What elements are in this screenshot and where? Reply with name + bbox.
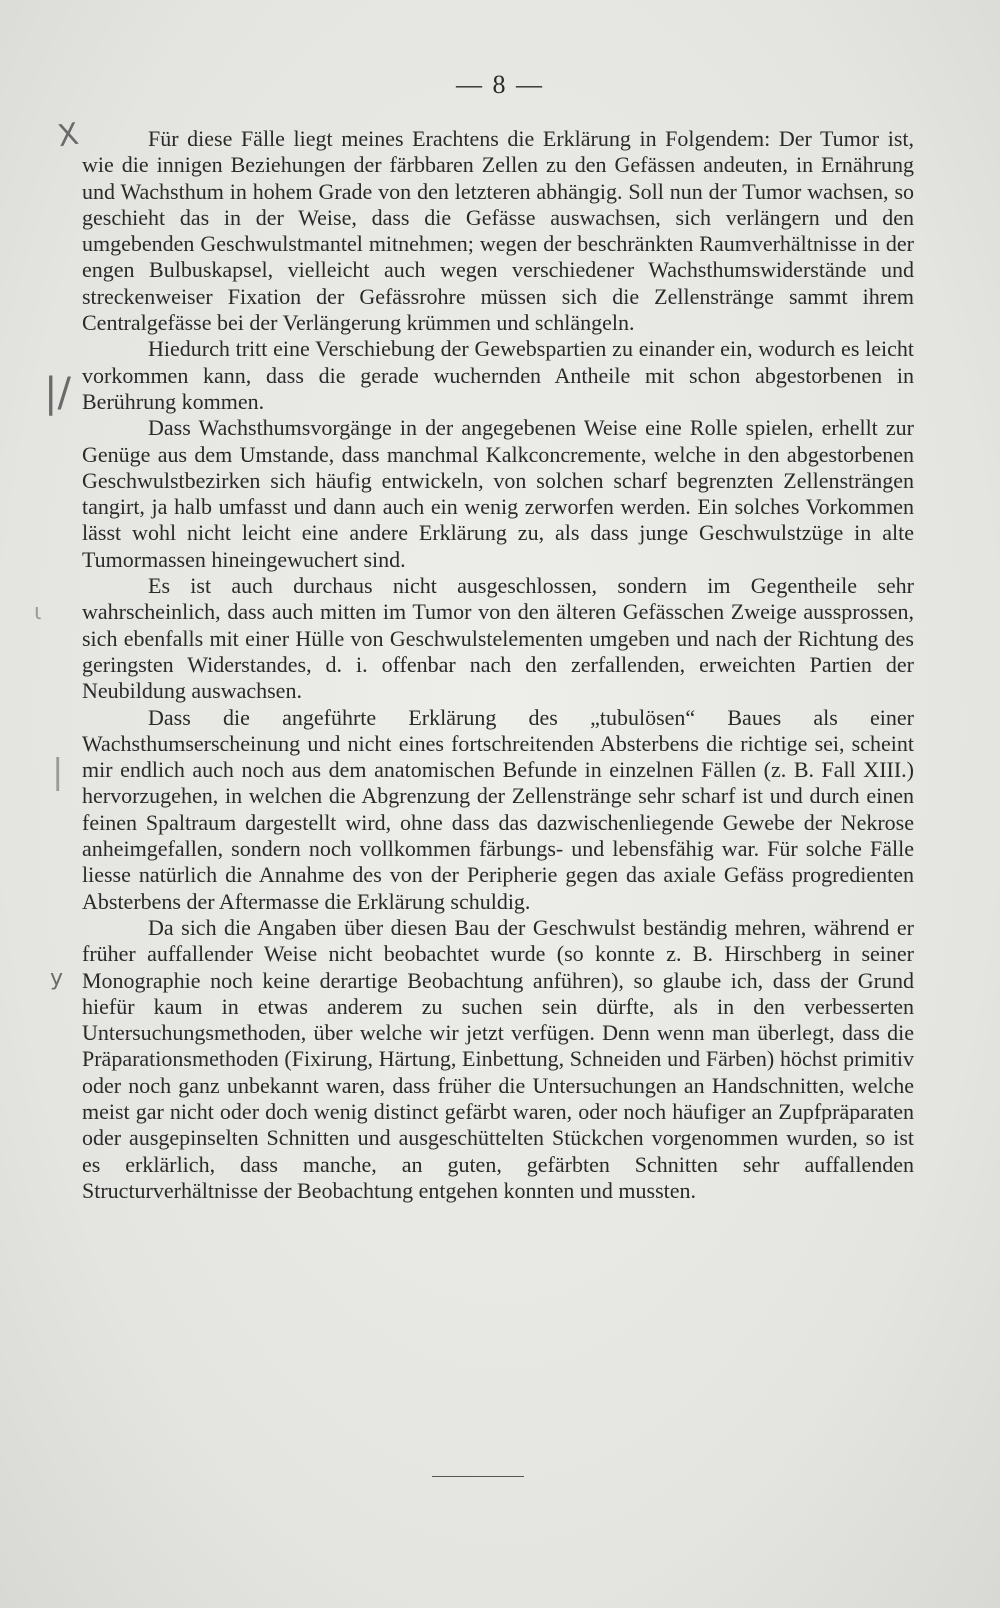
margin-mark: X: [55, 116, 81, 155]
margin-mark: |: [52, 752, 64, 792]
margin-mark: |/: [44, 370, 71, 416]
paragraph: Es ist auch durchaus nicht ausgeschlossen, sondern im Gegentheile sehr wahrscheinlich, dass auch mitten im Tumor von den älteren Gefässchen Zweige aussprossen, sich ebenfalls mit einer Hülle von Geschwulstelementen umgeben und nach der Richtung des geringsten Widerstandes, d. i. offenbar nach den zerfallenden, erweichten Partien der Neubildung auswachsen.: [82, 573, 914, 704]
paragraph: Hiedurch tritt eine Verschiebung der Gewebspartien zu einander ein, wodurch es leicht vorkommen kann, dass die gerade wuchernden Antheile mit schon abgestorbenen in Berührung kommen.: [82, 336, 914, 414]
body-text: [82, 126, 914, 1204]
closing-rule: [432, 1476, 524, 1477]
page-number: — 8 —: [456, 70, 544, 99]
paragraph: Für diese Fälle liegt meines Erachtens die Erklärung in Folgendem: Der Tumor ist, wie die innigen Beziehungen der färbbaren Zellen zu den Gefässen andeuten, in Ernährung und Wachsthum in hohem Grade von den letzteren abhängig. Soll nun der Tumor wachsen, so geschieht das in der Weise, dass die Gefässe auswachsen, sich verlängern und den umgebenden Geschwulstmantel mitnehmen; wegen der beschränkten Raumverhältnisse in der engen Bulbuskapsel, vielleicht auch wegen verschiedener Wachsthumswiderstände und streckenweiser Fixation der Gefässrohre müssen sich die Zellenstränge sammt ihrem Centralgefässe bei der Verlängerung krümmen und schlängeln.: [82, 126, 914, 336]
margin-mark: ι: [34, 600, 42, 625]
paragraph: Dass die angeführte Erklärung des „tubulösen“ Baues als einer Wachsthumserscheinung und nicht eines fortschreitenden Absterbens die richtige sei, scheint mir endlich auch noch aus dem anatomischen Befunde in einzelnen Fällen (z. B. Fall XIII.) hervorzugehen, in welchen die Abgrenzung der Zellenstränge sehr scharf ist und durch einen feinen Spaltraum dargestellt wird, ohne dass das dazwischenliegende Gewebe der Nekrose anheimgefallen, sondern noch vollkommen färbungs- und lebensfähig war. Für solche Fälle liesse natürlich die Annahme des von der Peripherie gegen das axiale Gefäss progredienten Absterbens der Aftermasse die Erklärung schuldig.: [82, 704, 914, 914]
paragraph: Dass Wachsthumsvorgänge in der angegebenen Weise eine Rolle spielen, erhellt zur Genüge aus dem Umstande, dass manchmal Kalkconcremente, welche in den abgestorbenen Geschwulstbezirken sich häufig entwickeln, von solchen scharf begrenzten Zellensträngen tangirt, ja halb umfasst und dann auch ein wenig zerworfen werden. Ein solches Vorkommen lässt wohl nicht leicht eine andere Erklärung zu, als dass junge Geschwulstzüge in alte Tumormassen hineingewuchert sind.: [82, 415, 914, 572]
paragraph: Da sich die Angaben über diesen Bau der Geschwulst beständig mehren, während er früher auffallender Weise nicht beobachtet wurde (so konnte z. B. Hirschberg in seiner Monographie noch keine derartige Beobachtung anführen), so glaube ich, dass der Grund hiefür kaum in etwas anderem zu suchen sein dürfte, als in den verbesserten Untersuchungsmethoden, über welche wir jetzt verfügen. Denn wenn man überlegt, dass die Präparationsmethoden (Fixirung, Härtung, Einbettung, Schneiden und Färben) höchst primitiv oder noch ganz unbekannt waren, dass früher die Untersuchungen an Handschnitten, welche meist gar nicht oder doch wenig distinct gefärbt waren, oder noch häufiger an Zupfpräparaten oder ausgepinselten Schnitten und ausgeschüttelten Stückchen vorgenommen wurden, so ist es erklärlich, dass manche, an guten, gefärbten Schnitten sehr auffallenden Structurverhältnisse der Beobachtung entgehen konnten und mussten.: [82, 914, 914, 1203]
margin-mark: y: [50, 966, 64, 991]
